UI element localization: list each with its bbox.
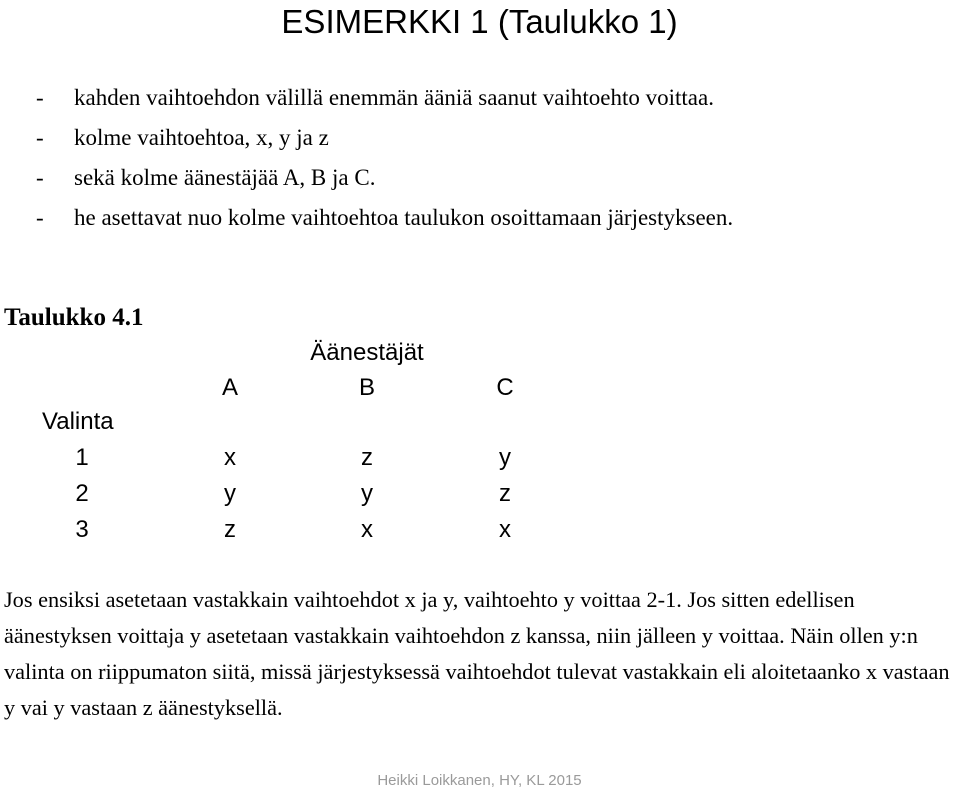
bullet-text: kahden vaihtoehdon välillä enemmän ääniä saanut vaihtoehto voittaa. bbox=[74, 85, 714, 110]
table-cell: x bbox=[361, 516, 373, 543]
table-cell: x bbox=[224, 444, 236, 471]
voter-header-a: A bbox=[221, 374, 239, 401]
voters-group-header: Äänestäjät bbox=[310, 339, 424, 366]
rank-label: 2 bbox=[75, 480, 89, 507]
table-cell: z bbox=[361, 444, 373, 471]
bullet-item bbox=[36, 118, 733, 158]
bullet-item bbox=[36, 158, 733, 198]
bullet-dash: - bbox=[36, 125, 44, 150]
bullet-dash: - bbox=[36, 85, 44, 110]
bullet-text: he asettavat nuo kolme vaihtoehtoa taulukon osoittamaan järjestykseen. bbox=[74, 205, 734, 230]
bullet-item bbox=[36, 198, 733, 238]
table-cell: z bbox=[499, 480, 511, 507]
table-cell: z bbox=[224, 516, 236, 543]
choice-row-header: Valinta bbox=[42, 408, 114, 435]
voter-header-b: B bbox=[358, 374, 376, 401]
table-cell: x bbox=[499, 516, 511, 543]
slide-footer: Heikki Loikkanen, HY, KL 2015 bbox=[377, 772, 582, 789]
table-cell: y bbox=[224, 480, 236, 507]
bullet-text: kolme vaihtoehtoa, x, y ja z bbox=[74, 125, 329, 150]
table-cell: y bbox=[499, 444, 511, 471]
bullet-dash: - bbox=[36, 205, 44, 230]
bullet-text: sekä kolme äänestäjää A, B ja C. bbox=[74, 165, 376, 190]
slide-title: ESIMERKKI 1 (Taulukko 1) bbox=[281, 3, 678, 40]
bullet-dash: - bbox=[36, 165, 44, 190]
bullet-list bbox=[36, 78, 733, 238]
table-caption: Taulukko 4.1 bbox=[4, 304, 144, 331]
explanation-paragraph: Jos ensiksi asetetaan vastakkain vaihtoehdot x ja y, vaihtoehto y voittaa 2-1. Jos sitten edellisen äänestyksen voittaja y asetetaan vastakkain vaihtoehdon z kanssa, niin jälleen y voittaa. Näin ollen y:n valinta on riippumaton siitä, missä järjestyksessä vaihtoehdot tulevat vastakkain eli aloitetaanko x vastaan y vai y vastaan z äänestyksellä. bbox=[4, 587, 950, 720]
rank-label: 3 bbox=[75, 516, 89, 543]
voter-header-c: C bbox=[496, 374, 514, 401]
rank-label: 1 bbox=[75, 444, 89, 471]
table-cell: y bbox=[361, 480, 373, 507]
bullet-item bbox=[36, 78, 733, 118]
